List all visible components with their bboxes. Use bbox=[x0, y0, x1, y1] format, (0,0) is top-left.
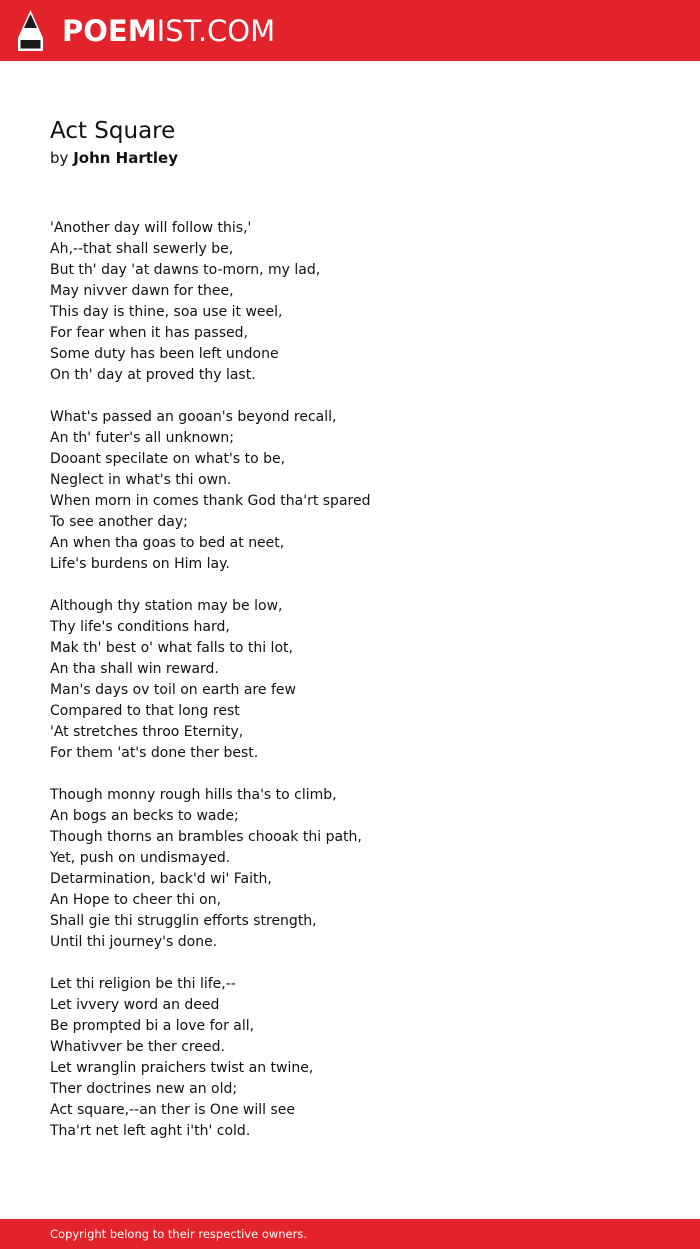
stanza bbox=[50, 974, 670, 1142]
poem-line: Dooant specilate on what's to be, bbox=[50, 451, 286, 467]
poem-line: What's passed an gooan's beyond recall, bbox=[50, 409, 337, 425]
by-label: by bbox=[50, 149, 69, 167]
poem-line: Man's days ov toil on earth are few bbox=[50, 682, 296, 698]
poem-line: Yet, push on undismayed. bbox=[50, 850, 231, 866]
brand-bold: POEM bbox=[62, 14, 157, 48]
poem-line: Ah,--that shall sewerly be, bbox=[50, 241, 234, 257]
poem-line: Be prompted bi a love for all, bbox=[50, 1018, 255, 1034]
poem-line: An th' futer's all unknown; bbox=[50, 430, 234, 446]
poem-line: Let thi religion be thi life,-- bbox=[50, 976, 236, 992]
poem-line: An bogs an becks to wade; bbox=[50, 808, 239, 824]
poem-line: Compared to that long rest bbox=[50, 703, 240, 719]
poem-line: Although thy station may be low, bbox=[50, 598, 283, 614]
poem-line: 'At stretches throo Eternity, bbox=[50, 724, 244, 740]
poem-line: When morn in comes thank God tha'rt spared bbox=[50, 493, 371, 509]
stanza bbox=[50, 596, 670, 764]
poem-line: An tha shall win reward. bbox=[50, 661, 219, 677]
poem-line: For them 'at's done ther best. bbox=[50, 745, 259, 761]
poem-line: Mak th' best o' what falls to thi lot, bbox=[50, 640, 293, 656]
poem-heading bbox=[50, 116, 178, 169]
poem-line: Let ivvery word an deed bbox=[50, 997, 220, 1013]
poem-line: Though monny rough hills tha's to climb, bbox=[50, 787, 337, 803]
poem-line: Thy life's conditions hard, bbox=[50, 619, 230, 635]
copyright-text: Copyright belong to their respective owners. bbox=[50, 1227, 308, 1241]
poem-line: For fear when it has passed, bbox=[50, 325, 248, 341]
poem-line: Some duty has been left undone bbox=[50, 346, 279, 362]
page-title: Act Square bbox=[50, 118, 176, 144]
poem-line: Detarmination, back'd wi' Faith, bbox=[50, 871, 272, 887]
author-name: John Hartley bbox=[73, 149, 178, 167]
poem-body bbox=[50, 218, 670, 1163]
byline bbox=[50, 147, 178, 169]
poem-line: This day is thine, soa use it weel, bbox=[50, 304, 283, 320]
poem-line: An Hope to cheer thi on, bbox=[50, 892, 222, 908]
poem-line: Tha'rt net left aght i'th' cold. bbox=[50, 1123, 251, 1139]
poem-line: Let wranglin praichers twist an twine, bbox=[50, 1060, 314, 1076]
poem-line: Ther doctrines new an old; bbox=[50, 1081, 238, 1097]
poem-line: Though thorns an brambles chooak thi path, bbox=[50, 829, 362, 845]
poem-line: Shall gie thi strugglin efforts strength, bbox=[50, 913, 317, 929]
brand-light: IST.COM bbox=[156, 14, 276, 48]
poem-line: On th' day at proved thy last. bbox=[50, 367, 256, 383]
poem-line: Act square,--an ther is One will see bbox=[50, 1102, 295, 1118]
poem-line: To see another day; bbox=[50, 514, 188, 530]
site-header bbox=[0, 0, 700, 61]
poem-line: Whativver be ther creed. bbox=[50, 1039, 225, 1055]
poem-line: Until thi journey's done. bbox=[50, 934, 218, 950]
poem-line: 'Another day will follow this,' bbox=[50, 220, 252, 236]
poem-line: An when tha goas to bed at neet, bbox=[50, 535, 285, 551]
poem-line: Life's burdens on Him lay. bbox=[50, 556, 230, 572]
poem-line: But th' day 'at dawns to-morn, my lad, bbox=[50, 262, 321, 278]
stanza bbox=[50, 407, 670, 575]
pencil-icon[interactable] bbox=[18, 10, 43, 51]
site-logo[interactable] bbox=[62, 12, 275, 50]
poem-line: May nivver dawn for thee, bbox=[50, 283, 234, 299]
stanza bbox=[50, 785, 670, 953]
site-footer bbox=[0, 1219, 700, 1249]
stanza bbox=[50, 218, 670, 386]
poem-line: Neglect in what's thi own. bbox=[50, 472, 232, 488]
